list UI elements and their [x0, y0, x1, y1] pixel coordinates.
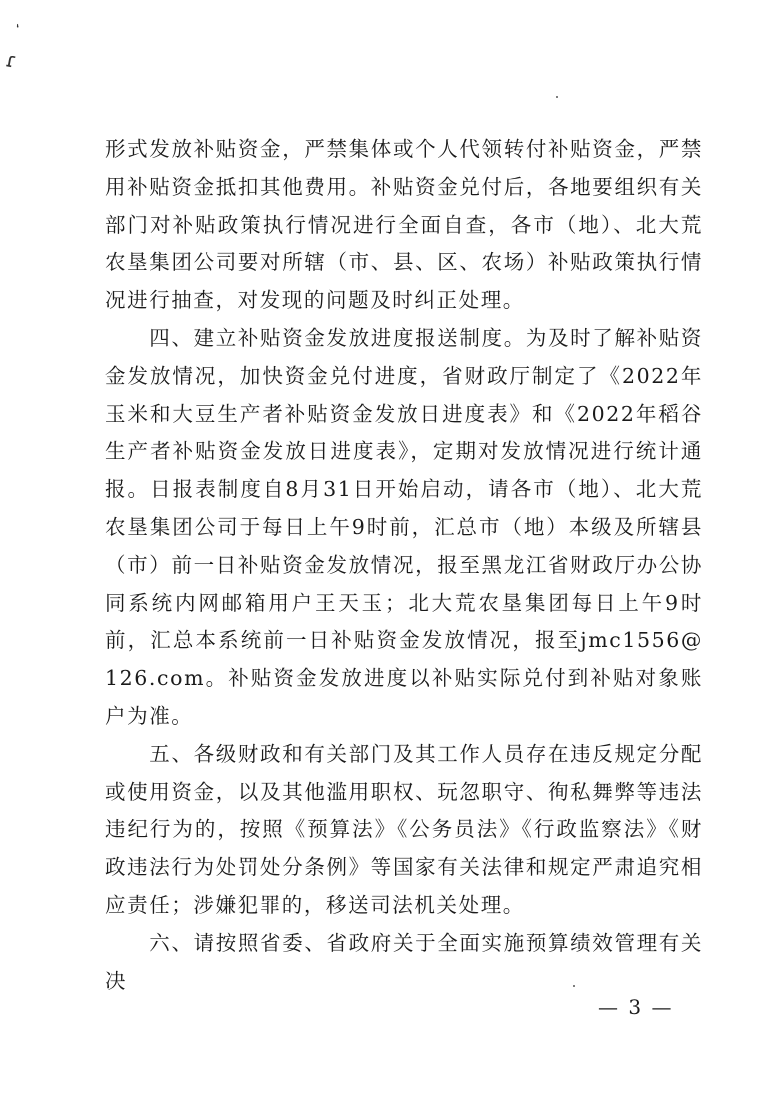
- paragraph-continuation: 形式发放补贴资金，严禁集体或个人代领转付补贴资金，严禁用补贴资金抵扣其他费用。补贴资金兑付后，各地要组织有关部门对补贴政策执行情况进行全面自查，各市（地）、北大荒农垦集团公司要对所辖（市、县、区、农场）补贴政策执行情况进行抽查，对发现的问题及时纠正处理。: [105, 137, 703, 313]
- scan-speck: [556, 96, 558, 98]
- paragraph-item-5: 五、各级财政和有关部门及其工作人员存在违反规定分配或使用资金，以及其他滥用职权、玩忽职守、徇私舞弊等违法违纪行为的，按照《预算法》《公务员法》《行政监察法》《财政违法行为处罚处分条例》等国家有关法律和规定严肃追究相应责任；涉嫌犯罪的，移送司法机关处理。: [105, 741, 703, 917]
- scan-mark: ʻ: [14, 21, 25, 39]
- page-number: — 3 —: [598, 995, 674, 1019]
- scan-mark: ɾ: [3, 47, 19, 73]
- document-body: [105, 131, 703, 1000]
- paragraph-item-4: 四、建立补贴资金发放进度报送制度。为及时了解补贴资金发放情况，加快资金兑付进度，省财政厅制定了《2022年玉米和大豆生产者补贴资金发放日进度表》和《2022年稻谷生产者补贴资金发放日进度表》，定期对发放情况进行统计通报。日报表制度自8月31日开始启动，请各市（地）、北大荒农垦集团公司于每日上午9时前，汇总市（地）本级及所辖县（市）前一日补贴资金发放情况，报至黑龙江省财政厅办公协同系统内网邮箱用户王天玉；北大荒农垦集团每日上午9时前，汇总本系统前一日补贴资金发放情况，报至jmc1556@126.com。补贴资金发放进度以补贴实际兑付到补贴对象账户为准。: [105, 325, 703, 728]
- paragraph-item-6: 六、请按照省委、省政府关于全面实施预算绩效管理有关决: [105, 930, 703, 993]
